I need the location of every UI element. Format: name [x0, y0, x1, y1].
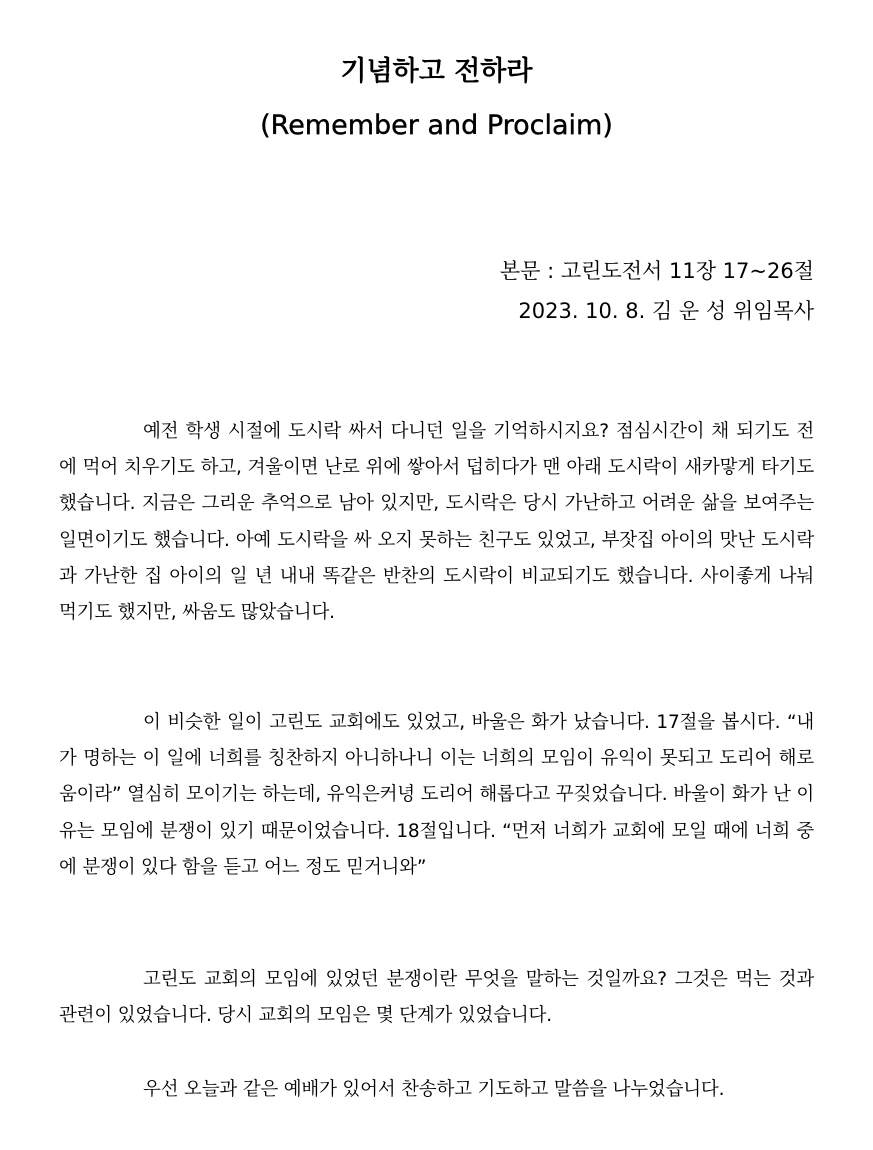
paragraph-1: 예전 학생 시절에 도시락 싸서 다니던 일을 기억하시지요? 점심시간이 채 되기도 전에 먹어 치우기도 하고, 겨울이면 난로 위에 쌓아서 덥히다가 맨 아래 도시락이 새카맣게 타기도 했습니다. 지금은 그리운 추억으로 남아 있지만, 도시락은 당시 가난하고 어려운 삶을 보여주는 일면이기도 했습니다. 아예 도시락을 싸 오지 못하는 친구도 있었고, 부잣집 아이의 맛난 도시락과 가난한 집 아이의 일 년 내내 똑같은 반찬의 도시락이 비교되기도 했습니다. 사이좋게 나눠 먹기도 했지만, 싸움도 많았습니다. [59, 421, 814, 624]
paragraph-2: 이 비슷한 일이 고린도 교회에도 있었고, 바울은 화가 났습니다. 17절을 봅시다. “내가 명하는 이 일에 너희를 칭찬하지 아니하나니 이는 너희의 모임이 유익이 못되고 도리어 해로움이라” 열심히 모이기는 하는데, 유익은커녕 도리어 해롭다고 꾸짖었습니다. 바울이 화가 난 이유는 모임에 분쟁이 있기 때문이었습니다. 18절입니다. “먼저 너희가 교회에 모일 때에 너희 중에 분쟁이 있다 함을 듣고 어느 정도 믿거니와” [59, 712, 814, 878]
sermon-title: 기념하고 전하라 [340, 56, 533, 87]
date-and-author: 2023. 10. 8. 김 운 성 위임목사 [518, 299, 814, 323]
scripture-reference: 본문 : 고린도전서 11장 17~26절 [499, 259, 814, 283]
paragraph-3: 고린도 교회의 모임에 있었던 분쟁이란 무엇을 말하는 것일까요? 그것은 먹는 것과 관련이 있었습니다. 당시 교회의 모임은 몇 단계가 있었습니다. [59, 969, 814, 1027]
paragraph-4: 우선 오늘과 같은 예배가 있어서 찬송하고 기도하고 말씀을 나누었습니다. [143, 1079, 725, 1100]
sermon-subtitle-english: (Remember and Proclaim) [260, 110, 613, 141]
